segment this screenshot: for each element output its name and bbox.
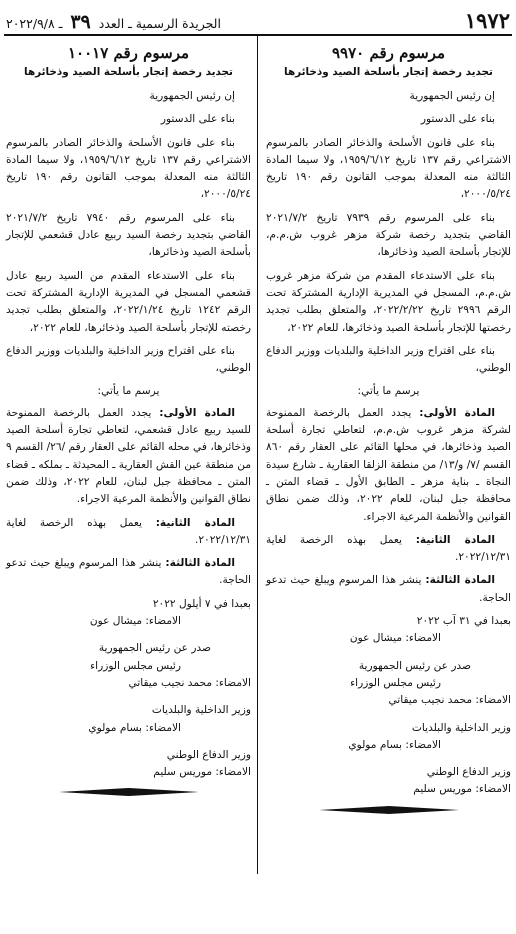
preamble-paragraph: بناء على قانون الأسلحة والذخائر الصادر بالمرسوم الاشتراعي رقم ١٣٧ تاريخ ١٩٥٩/٦/١٢، ولا سيما المادة الثالثة منه المعدلة بموجب القانون رقم ١٩٠ تاريخ ٢٠٠٠/٥/٢٤، [6,136,252,201]
article [266,532,511,567]
article [6,515,251,550]
article-text: يجدد العمل بالرخصة الممنوحة للسيد ربيع عادل قشعمي، لتعاطي تجارة أسلحة الصيد وذخائرها، في محله القائم على العقار رقم /٢٦/ القسم ٩ من منطقة عين القش العقارية ـ المحيدثة ـ بملكه ـ قضاء المتن ـ محافظة جبل لبنان، للعام ٢٠٢٢، وذلك ضمن نطاق القوانين والأنظمة المرعية الاجراء. [6,406,251,506]
article-text: ينشر هذا المرسوم ويبلغ حيث تدعو الحاجة. [6,557,251,587]
article-text: يعمل بهذه الرخصة لغاية ٢٠٢٢/١٢/٣١. [6,516,251,546]
preamble-paragraph: بناء على الاستدعاء المقدم من السيد ربيع عادل قشعمي المسجل في المديرية الإدارية المشتركة تحت الرقم ١٢٤٢ تاريخ ٢٠٢٢/١/٢٤، والمتعلق بطلب تجديد رخصته للإتجار بأسلحة الصيد وذخائرها، للعام ٢٠٢٢، [6,269,251,334]
article [6,405,251,509]
signature-defense: الامضاء: موريس سليم [413,783,511,796]
article-label: المادة الثانية: [155,516,235,529]
signature-date: بعبدا في ٧ أيلول ٢٠٢٢ [152,597,251,610]
preamble-paragraph: بناء على المرسوم رقم ٧٩٤٠ تاريخ ٢٠٢١/٧/٢ القاضي بتجديد رخصة السيد ربيع عادل قشعمي للإتجار بأسلحة الصيد وذخائرها، [6,211,251,259]
article-label: المادة الثانية: [415,533,495,546]
page-header [6,6,510,32]
gazette-title: الجريدة الرسمية ـ العدد [98,16,221,31]
preamble-paragraph: بناء على المرسوم رقم ٧٩٣٩ تاريخ ٢٠٢١/٧/٢ القاضي بتجديد رخصة شركة مزهر غروب ش.م.م، للإتجار بأسلحة الصيد وذخائرها، [266,211,511,259]
article [266,572,511,607]
issue-date: ـ ٢٠٢٢/٩/٨ [6,16,63,31]
preamble-paragraph: بناء على قانون الأسلحة والذخائر الصادر بالمرسوم الاشتراعي رقم ١٣٧ تاريخ ١٩٥٩/٦/١٢، ولا سيما المادة الثالثة منه المعدلة بموجب القانون رقم ١٩٠ تاريخ ٢٠٠٠/٥/٢٤، [266,136,512,201]
preamble-paragraph: بناء على الدستور [420,113,495,126]
preamble-paragraph: بناء على الاستدعاء المقدم من شركة مزهر غروب ش.م.م، المسجل في المديرية الإدارية المشتركة تحت الرقم ٢٩٩٦ تاريخ ٢٠٢٢/٢/٢٢، والمتعلق بطلب تجديد رخصتها للإتجار بأسلحة الصيد وذخائرها، للعام ٢٠٢٢، [266,269,511,334]
preamble-paragraph: إن رئيس الجمهورية [149,90,235,102]
signature-date: بعبدا في ٣١ آب ٢٠٢٢ [416,615,511,628]
article-label: المادة الأولى: [419,406,495,419]
article-label: المادة الثالثة: [165,557,235,570]
end-ornament-icon [319,805,459,815]
defense-minister-title: وزير الدفاع الوطني [166,748,251,761]
article-text: يجدد العمل بالرخصة الممنوحة لشركة مزهر غروب ش.م.م، لتعاطي تجارة أسلحة الصيد وذخائرها، في محلها القائم على العقار رقم ٨٦٠ القسم /٧/ و/١٣/ من منطقة الزلقا العقارية ـ شارع سيدة النجاة ـ بناية مزهر ـ الطابق الأول ـ قضاء المتن ـ محافظة جبل لبنان، للعام ٢٠٢٢، وذلك ضمن نطاق القوانين والأنظمة المرعية الاجراء. [266,406,512,523]
signature-defense: الامضاء: موريس سليم [153,766,251,779]
column-divider [257,34,258,874]
decrees-line: يرسم ما يأتي: [357,385,420,398]
signature-pm: الامضاء: محمد نجيب ميقاتي [128,676,251,689]
issued-by: صدر عن رئيس الجمهورية [98,642,211,655]
article-text: ينشر هذا المرسوم ويبلغ حيث تدعو الحاجة. [266,574,511,604]
article-label: المادة الأولى: [159,406,235,419]
issued-by: صدر عن رئيس الجمهورية [358,659,471,672]
article [6,555,251,590]
preamble-paragraph: إن رئيس الجمهورية [409,90,495,102]
page-number: ١٩٧٢ [464,8,510,33]
preamble-paragraph: بناء على الدستور [160,113,235,126]
signature-interior: الامضاء: بسام مولوي [88,721,181,734]
defense-minister-title: وزير الدفاع الوطني [426,766,511,779]
interior-minister-title: وزير الداخلية والبلديات [151,704,251,717]
interior-minister-title: وزير الداخلية والبلديات [411,721,511,734]
decree-title: مرسوم رقم ٩٩٧٠ [332,44,445,62]
decree-subtitle: تجديد رخصة إتجار بأسلحة الصيد وذخائرها [284,66,493,78]
decree-subtitle: تجديد رخصة إتجار بأسلحة الصيد وذخائرها [24,66,233,78]
signature-pm: الامضاء: محمد نجيب ميقاتي [388,694,511,707]
preamble-paragraph: بناء على اقتراح وزير الداخلية والبلديات ووزير الدفاع الوطني، [6,344,251,375]
end-ornament-icon [59,787,199,797]
pm-title: رئيس مجلس الوزراء [90,659,181,672]
article [266,405,511,526]
pm-title: رئيس مجلس الوزراء [350,676,441,689]
header-rule [4,34,512,36]
gazette-header [6,11,221,33]
signature-president: الامضاء: ميشال عون [89,615,181,628]
article-label: المادة الثالثة: [425,574,495,587]
decrees-line: يرسم ما يأتي: [97,385,160,398]
signature-interior: الامضاء: بسام مولوي [348,738,441,751]
decree-9970 [266,38,511,815]
preamble-paragraph: بناء على اقتراح وزير الداخلية والبلديات ووزير الدفاع الوطني، [266,344,511,375]
decree-10017 [6,38,251,797]
article-text: يعمل بهذه الرخصة لغاية ٢٠٢٢/١٢/٣١. [266,533,511,564]
decree-title: مرسوم رقم ١٠٠١٧ [67,44,190,62]
signature-president: الامضاء: ميشال عون [349,632,441,645]
issue-number: ٣٩ [70,11,91,33]
